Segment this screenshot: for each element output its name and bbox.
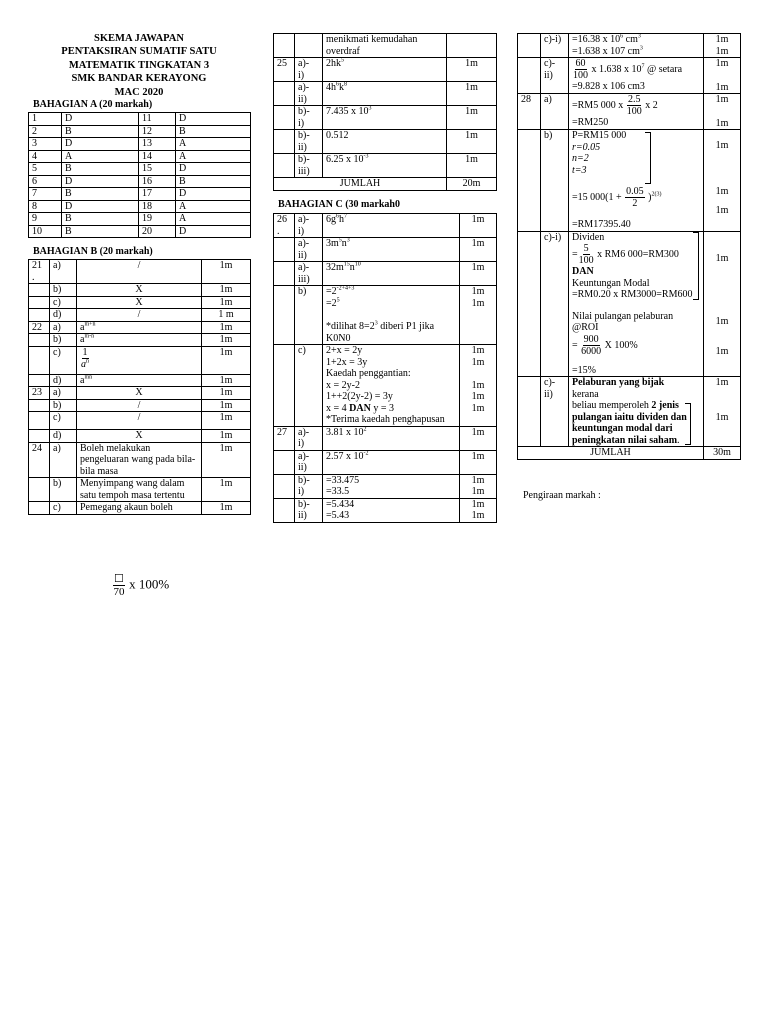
question-number: 1 bbox=[29, 113, 62, 126]
answer: menikmati kemudahan overdraf bbox=[323, 34, 447, 58]
part-label: b)- i) bbox=[295, 106, 323, 130]
section-b-title: BAHAGIAN B (20 markah) bbox=[33, 246, 153, 257]
total-label: JUMLAH bbox=[518, 447, 704, 460]
mark: 1m bbox=[447, 82, 497, 106]
question-number: 5 bbox=[29, 163, 62, 176]
answer: 3.81 x $10^2$ bbox=[323, 426, 460, 450]
table-row bbox=[29, 225, 251, 238]
answer: D bbox=[176, 225, 251, 238]
table-row bbox=[29, 113, 251, 126]
mark: 1m bbox=[202, 430, 251, 443]
mark: 1m 1m 1m bbox=[704, 231, 741, 377]
answer: $3m^5n^3$ bbox=[323, 238, 460, 262]
part-label: c) bbox=[50, 502, 77, 515]
answer: B bbox=[62, 213, 139, 226]
question-number: 10 bbox=[29, 225, 62, 238]
question-number: 27 bbox=[274, 426, 295, 450]
header bbox=[28, 32, 250, 99]
table-row bbox=[29, 175, 251, 188]
mark: 1m bbox=[202, 412, 251, 430]
answer: P=RM15 000 r=0.05 n=2 t=3 =15 000(1 + $\frac{0.05}{2}$ )$^{2(3)}$ =RM17395.40 bbox=[569, 130, 704, 232]
answer: D bbox=[62, 113, 139, 126]
answer: / bbox=[77, 260, 202, 284]
part-label: a)- i) bbox=[295, 58, 323, 82]
header-line: SKEMA JAWAPAN bbox=[94, 33, 184, 44]
part-label: b) bbox=[541, 130, 569, 232]
mark: 1m bbox=[460, 450, 497, 474]
question-number: 14 bbox=[139, 150, 176, 163]
part-label: c) bbox=[50, 346, 77, 374]
section-a-title: BAHAGIAN A (20 markah) bbox=[33, 99, 153, 110]
part-label: b)- ii) bbox=[295, 130, 323, 154]
mark: 1m bbox=[460, 426, 497, 450]
answer: $2hk^5$ bbox=[323, 58, 447, 82]
section-c-continued-table bbox=[517, 33, 741, 460]
question-number: 6 bbox=[29, 175, 62, 188]
mark: 1m bbox=[447, 154, 497, 178]
answer: Dividen = $\frac{5}{100}$ x RM6 000=RM300 DAN Keuntungan Modal =RM0.20 x RM3000=RM600 Nilai pulangan pelaburan @ROI = $\frac{900}{6000}$ X 100% =15% bbox=[569, 231, 704, 377]
question-number: 7 bbox=[29, 188, 62, 201]
answer: $a^{m+n}$ bbox=[77, 321, 202, 334]
part-label: a) bbox=[50, 442, 77, 478]
question-number: 15 bbox=[139, 163, 176, 176]
answer: X bbox=[77, 430, 202, 443]
total-mark: 20m bbox=[447, 178, 497, 191]
answer: 2+x = 2y 1+2x = 3y Kaedah penggantian: x = 2y-2 1++2(2y-2) = 3y x = 4 DAN y = 3 *Terima kaedah penghapusan bbox=[323, 345, 460, 427]
brace bbox=[693, 232, 699, 300]
answer: B bbox=[176, 125, 251, 138]
part-label: b) bbox=[50, 399, 77, 412]
part-label: b)- ii) bbox=[295, 498, 323, 522]
answer: D bbox=[62, 200, 139, 213]
part-label: a)- i) bbox=[295, 426, 323, 450]
mark: 1m 1m bbox=[704, 377, 741, 447]
question-number: 24 bbox=[29, 442, 50, 478]
answer: B bbox=[62, 125, 139, 138]
answer: =RM5 000 x $\frac{2.5}{100}$ x 2 =RM250 bbox=[569, 94, 704, 130]
mark: 1m bbox=[202, 387, 251, 400]
mark: 1m bbox=[202, 442, 251, 478]
mark: 1m 1m 1m 1m 1m bbox=[460, 345, 497, 427]
answer bbox=[77, 346, 202, 374]
answer: B bbox=[62, 163, 139, 176]
answer: Menyimpang wang dalam satu tempoh masa tertentu bbox=[77, 478, 202, 502]
answer: X bbox=[77, 296, 202, 309]
part-label: d) bbox=[50, 309, 77, 322]
part-label: d) bbox=[50, 430, 77, 443]
answer: =16.38 x $10^6$ $cm^3$ =1.638 x 107 $cm^3$ bbox=[569, 34, 704, 58]
answer: A bbox=[176, 138, 251, 151]
answer: Boleh melakukan pengeluaran wang pada bila-bila masa bbox=[77, 442, 202, 478]
answer: 2.57 x $10^{-2}$ bbox=[323, 450, 460, 474]
part-label: a) bbox=[50, 387, 77, 400]
part-label: a)- ii) bbox=[295, 82, 323, 106]
mark: 1m bbox=[202, 346, 251, 374]
answer: A bbox=[176, 150, 251, 163]
answer: D bbox=[62, 138, 139, 151]
answer: $32m^{15}n^{10}$ bbox=[323, 262, 460, 286]
mark: 1m 1m bbox=[704, 58, 741, 94]
fraction: $\frac{0.05}{2}$ bbox=[626, 186, 644, 209]
answer: =33.475 =33.5 bbox=[323, 474, 460, 498]
question-number: 28 bbox=[518, 94, 541, 130]
table-row bbox=[29, 188, 251, 201]
question-number: 18 bbox=[139, 200, 176, 213]
part-label: a) bbox=[50, 321, 77, 334]
formula-rest: x 100% bbox=[125, 576, 170, 592]
mark: 1m bbox=[447, 106, 497, 130]
question-number: 26 bbox=[277, 214, 287, 225]
answer: 7.435 x $10^3$ bbox=[323, 106, 447, 130]
answer: A bbox=[176, 213, 251, 226]
part-label: a) bbox=[541, 94, 569, 130]
part-label: c)- ii) bbox=[541, 377, 569, 447]
section-a-table bbox=[28, 112, 251, 238]
answer: / bbox=[77, 412, 202, 430]
question-number: 9 bbox=[29, 213, 62, 226]
fraction: $\frac{1}{a^n}$ bbox=[81, 346, 89, 370]
question-number: 23 bbox=[29, 387, 50, 400]
part-label: b)- i) bbox=[295, 474, 323, 498]
answer: $a^{m-n}$ bbox=[77, 334, 202, 347]
part-label: c) bbox=[50, 412, 77, 430]
table-row bbox=[29, 125, 251, 138]
part-label: a)- i) bbox=[295, 214, 323, 238]
answer: 0.512 bbox=[323, 130, 447, 154]
question-number: 13 bbox=[139, 138, 176, 151]
answer: $\frac{60}{100}$ x 1.638 x $10^7$ @ setara =9.828 x 106 cm3 bbox=[569, 58, 704, 94]
answer: D bbox=[176, 163, 251, 176]
answer: A bbox=[62, 150, 139, 163]
mark: 1m 1m bbox=[704, 34, 741, 58]
part-label: a)- ii) bbox=[295, 238, 323, 262]
mark: 1m 1m bbox=[460, 286, 497, 345]
table-row bbox=[29, 163, 251, 176]
mark: 1m bbox=[447, 58, 497, 82]
answer: Pemegang akaun boleh bbox=[77, 502, 202, 515]
total-mark: 30m bbox=[704, 447, 741, 460]
part-label: b) bbox=[50, 284, 77, 297]
answer: X bbox=[77, 387, 202, 400]
answer: D bbox=[62, 175, 139, 188]
section-c-title: BAHAGIAN C (30 markah0 bbox=[278, 199, 400, 210]
question-number: 17 bbox=[139, 188, 176, 201]
answer: $4h^6k^8$ bbox=[323, 82, 447, 106]
answer: =5.434 =5.43 bbox=[323, 498, 460, 522]
mark: 1m 1m bbox=[704, 94, 741, 130]
part-label: d) bbox=[50, 374, 77, 387]
formula-numerator: ☐ bbox=[114, 573, 124, 585]
question-number: 11 bbox=[139, 113, 176, 126]
answer: D bbox=[176, 188, 251, 201]
answer: B bbox=[176, 175, 251, 188]
question-number: 2 bbox=[29, 125, 62, 138]
question-number-dot: . bbox=[277, 225, 280, 237]
question-number: 21 bbox=[32, 260, 42, 271]
answer: $6g^6h^7$ bbox=[323, 214, 460, 238]
mark: 1m bbox=[202, 260, 251, 284]
part-label: a) bbox=[50, 260, 77, 284]
mark: 1m 1m bbox=[460, 474, 497, 498]
answer: B bbox=[62, 225, 139, 238]
question-number-dot: . bbox=[32, 271, 35, 283]
header-line: MAC 2020 bbox=[114, 86, 164, 98]
part-label: a)- ii) bbox=[295, 450, 323, 474]
part-label: b)- iii) bbox=[295, 154, 323, 178]
answer: A bbox=[176, 200, 251, 213]
mark: 1m bbox=[202, 296, 251, 309]
table-row bbox=[29, 213, 251, 226]
mark: 1m bbox=[447, 130, 497, 154]
answer: B bbox=[62, 188, 139, 201]
mark: 1m bbox=[202, 321, 251, 334]
part-label: c)-i) bbox=[541, 231, 569, 377]
mark: 1m bbox=[202, 399, 251, 412]
formula-denominator: 70 bbox=[113, 586, 125, 598]
mark: 1m bbox=[202, 478, 251, 502]
question-number: 4 bbox=[29, 150, 62, 163]
answer: Pelaburan yang bijak kerana beliau memperoleh 2 jenis pulangan iaitu dividen dan keuntungan modal dari peningkatan nilai saham. bbox=[569, 377, 704, 447]
question-number: 3 bbox=[29, 138, 62, 151]
fraction: $\frac{2.5}{100}$ bbox=[626, 94, 642, 117]
part-label: c)-i) bbox=[541, 34, 569, 58]
header-line: SMK BANDAR KERAYONG bbox=[71, 73, 207, 85]
question-number: 19 bbox=[139, 213, 176, 226]
brace bbox=[685, 403, 691, 445]
header-line: PENTAKSIRAN SUMATIF SATU bbox=[61, 46, 217, 58]
question-number: 20 bbox=[139, 225, 176, 238]
mark: 1m bbox=[202, 334, 251, 347]
part-label: b) bbox=[50, 334, 77, 347]
answer: $a^{mn}$ bbox=[77, 374, 202, 387]
mark: 1m bbox=[460, 238, 497, 262]
mark: 1m bbox=[202, 284, 251, 297]
brace bbox=[645, 132, 651, 184]
section-b-table bbox=[28, 259, 251, 515]
mark: 1m bbox=[460, 262, 497, 286]
part-label: a)- iii) bbox=[295, 262, 323, 286]
mark: 1m bbox=[202, 502, 251, 515]
answer: 6.25 x $10^{-3}$ bbox=[323, 154, 447, 178]
table-row bbox=[29, 138, 251, 151]
question-number: 16 bbox=[139, 175, 176, 188]
question-number: 22 bbox=[29, 321, 50, 334]
question-number: 12 bbox=[139, 125, 176, 138]
mark: 1m bbox=[202, 374, 251, 387]
question-number: 25 bbox=[274, 58, 295, 82]
percentage-formula bbox=[112, 573, 169, 598]
part-label: c) bbox=[50, 296, 77, 309]
answer: $=2^{-2+4+3}$ $=2^5$ *dilihat $8=2^3$ diberi P1 jika K0N0 bbox=[323, 286, 460, 345]
fraction: $\frac{900}{6000}$ bbox=[581, 333, 602, 357]
part-label: c)- ii) bbox=[541, 58, 569, 94]
total-label: JUMLAH bbox=[274, 178, 447, 191]
section-c-table bbox=[273, 213, 497, 523]
question-number: 8 bbox=[29, 200, 62, 213]
part-label: b) bbox=[50, 478, 77, 502]
table-row bbox=[29, 200, 251, 213]
fraction: $\frac{5}{100}$ bbox=[578, 243, 594, 266]
section-b-continued-table bbox=[273, 33, 497, 191]
pengiraan-label: Pengiraan markah : bbox=[523, 490, 601, 501]
mark: 1 m bbox=[202, 309, 251, 322]
answer: X bbox=[77, 284, 202, 297]
answer: D bbox=[176, 113, 251, 126]
fraction: $\frac{60}{100}$ bbox=[573, 58, 588, 81]
answer: / bbox=[77, 399, 202, 412]
header-line: MATEMATIK TINGKATAN 3 bbox=[68, 59, 210, 71]
mark: 1m 1m bbox=[460, 498, 497, 522]
part-label: b) bbox=[295, 286, 323, 345]
mark: 1m 1m 1m bbox=[704, 130, 741, 232]
part-label: c) bbox=[295, 345, 323, 427]
answer: / bbox=[77, 309, 202, 322]
table-row bbox=[29, 150, 251, 163]
mark: 1m bbox=[460, 214, 497, 238]
